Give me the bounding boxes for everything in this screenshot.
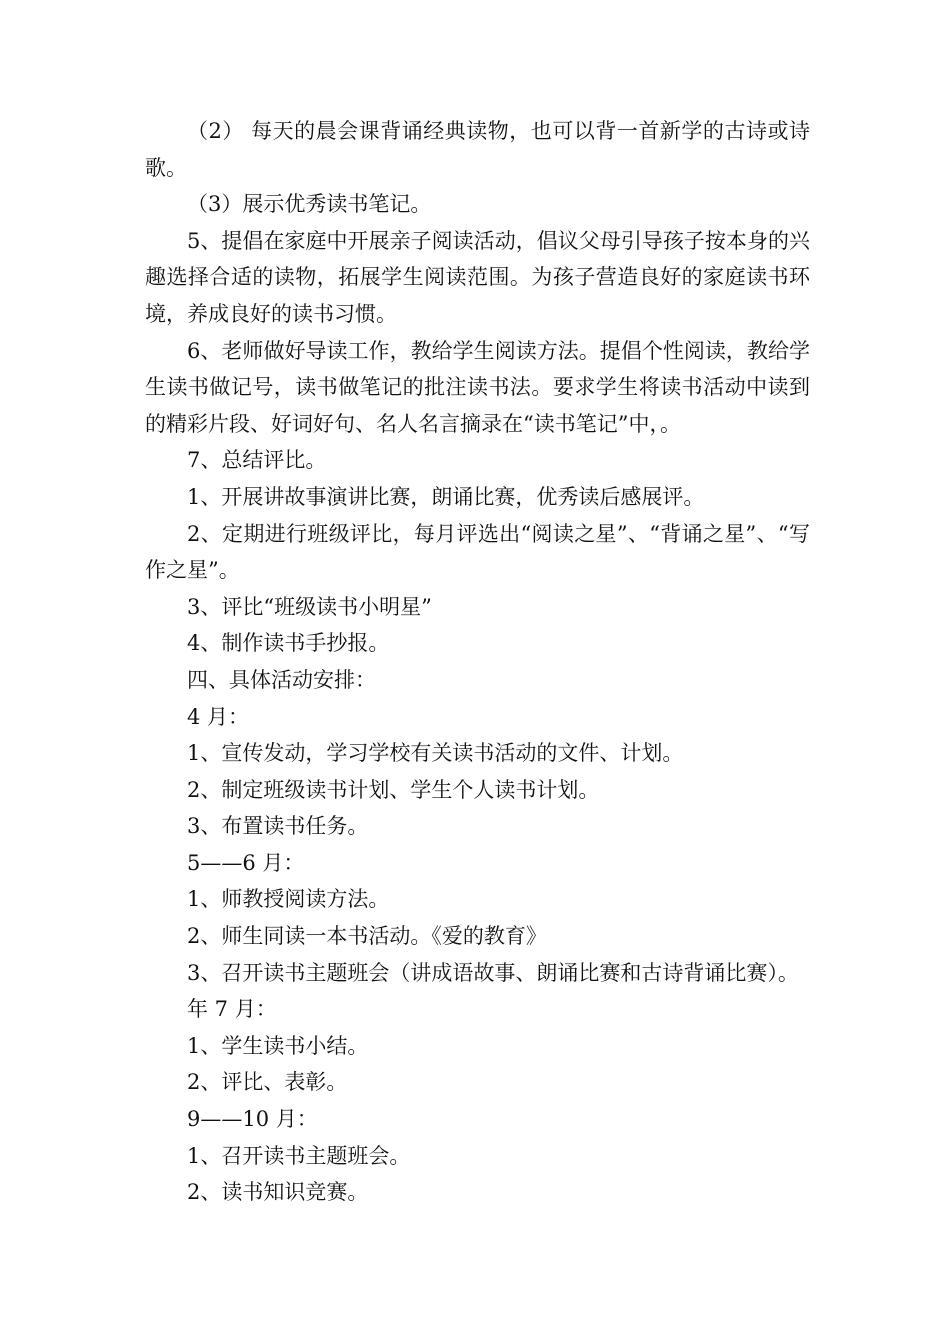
- paragraph-teacher-guidance: 6、老师做好导读工作，教给学生阅读方法。提倡个性阅读，教给学生读书做记号，读书做笔记的批注读书法。要求学生将读书活动中读到的精彩片段、好词好句、名人名言摘录在“读书笔记”中，。: [145, 338, 810, 436]
- month-heading-july: 年 7 月：: [187, 997, 277, 1022]
- list-item: 2、制定班级读书计划、学生个人读书计划。: [187, 777, 600, 802]
- list-item: 3、布置读书任务。: [187, 814, 369, 839]
- paragraph-speech-contest: 1、开展讲故事演讲比赛，朗诵比赛，优秀读后感展评。: [187, 484, 705, 509]
- list-item: 2、读书知识竞赛。: [187, 1180, 369, 1205]
- list-item: 2、评比、表彰。: [187, 1070, 348, 1095]
- month-heading-may-june: 5——6 月：: [187, 850, 305, 875]
- paragraph-summary-heading: 7、总结评比。: [187, 448, 327, 473]
- list-item: 3、召开读书主题班会（讲成语故事、朗诵比赛和古诗背诵比赛）。: [187, 960, 799, 985]
- month-heading-april: 4 月：: [187, 704, 250, 729]
- paragraph-family-reading: 5、提倡在家庭中开展亲子阅读活动，倡议父母引导孩子按本身的兴趣选择合适的读物，拓展学生阅读范围。为孩子营造良好的家庭读书环境，养成良好的读书习惯。: [145, 228, 810, 326]
- paragraph-reading-star: 3、评比“班级读书小明星”: [187, 594, 432, 619]
- month-heading-sept-oct: 9——10 月：: [187, 1107, 318, 1132]
- list-item: 1、宣传发动，学习学校有关读书活动的文件、计划。: [187, 741, 684, 766]
- list-item: 2、师生同读一本书活动。《爱的教育》: [187, 924, 547, 949]
- list-item: 1、召开读书主题班会。: [187, 1143, 411, 1168]
- paragraph-morning-recitation: （2） 每天的晨会课背诵经典读物，也可以背一首新学的古诗或诗歌。: [145, 119, 810, 180]
- document-body: [145, 113, 810, 1211]
- list-item: 1、学生读书小结。: [187, 1033, 369, 1058]
- paragraph-show-notes: （3）展示优秀读书笔记。: [187, 192, 432, 217]
- paragraph-class-evaluation: 2、定期进行班级评比，每月评选出“阅读之星”、“背诵之星”、“写作之星”。: [145, 521, 810, 583]
- list-item: 1、师教授阅读方法。: [187, 887, 390, 912]
- section-heading-schedule: 四、具体活动安排：: [187, 667, 376, 692]
- paragraph-handwritten-newspaper: 4、制作读书手抄报。: [187, 631, 390, 656]
